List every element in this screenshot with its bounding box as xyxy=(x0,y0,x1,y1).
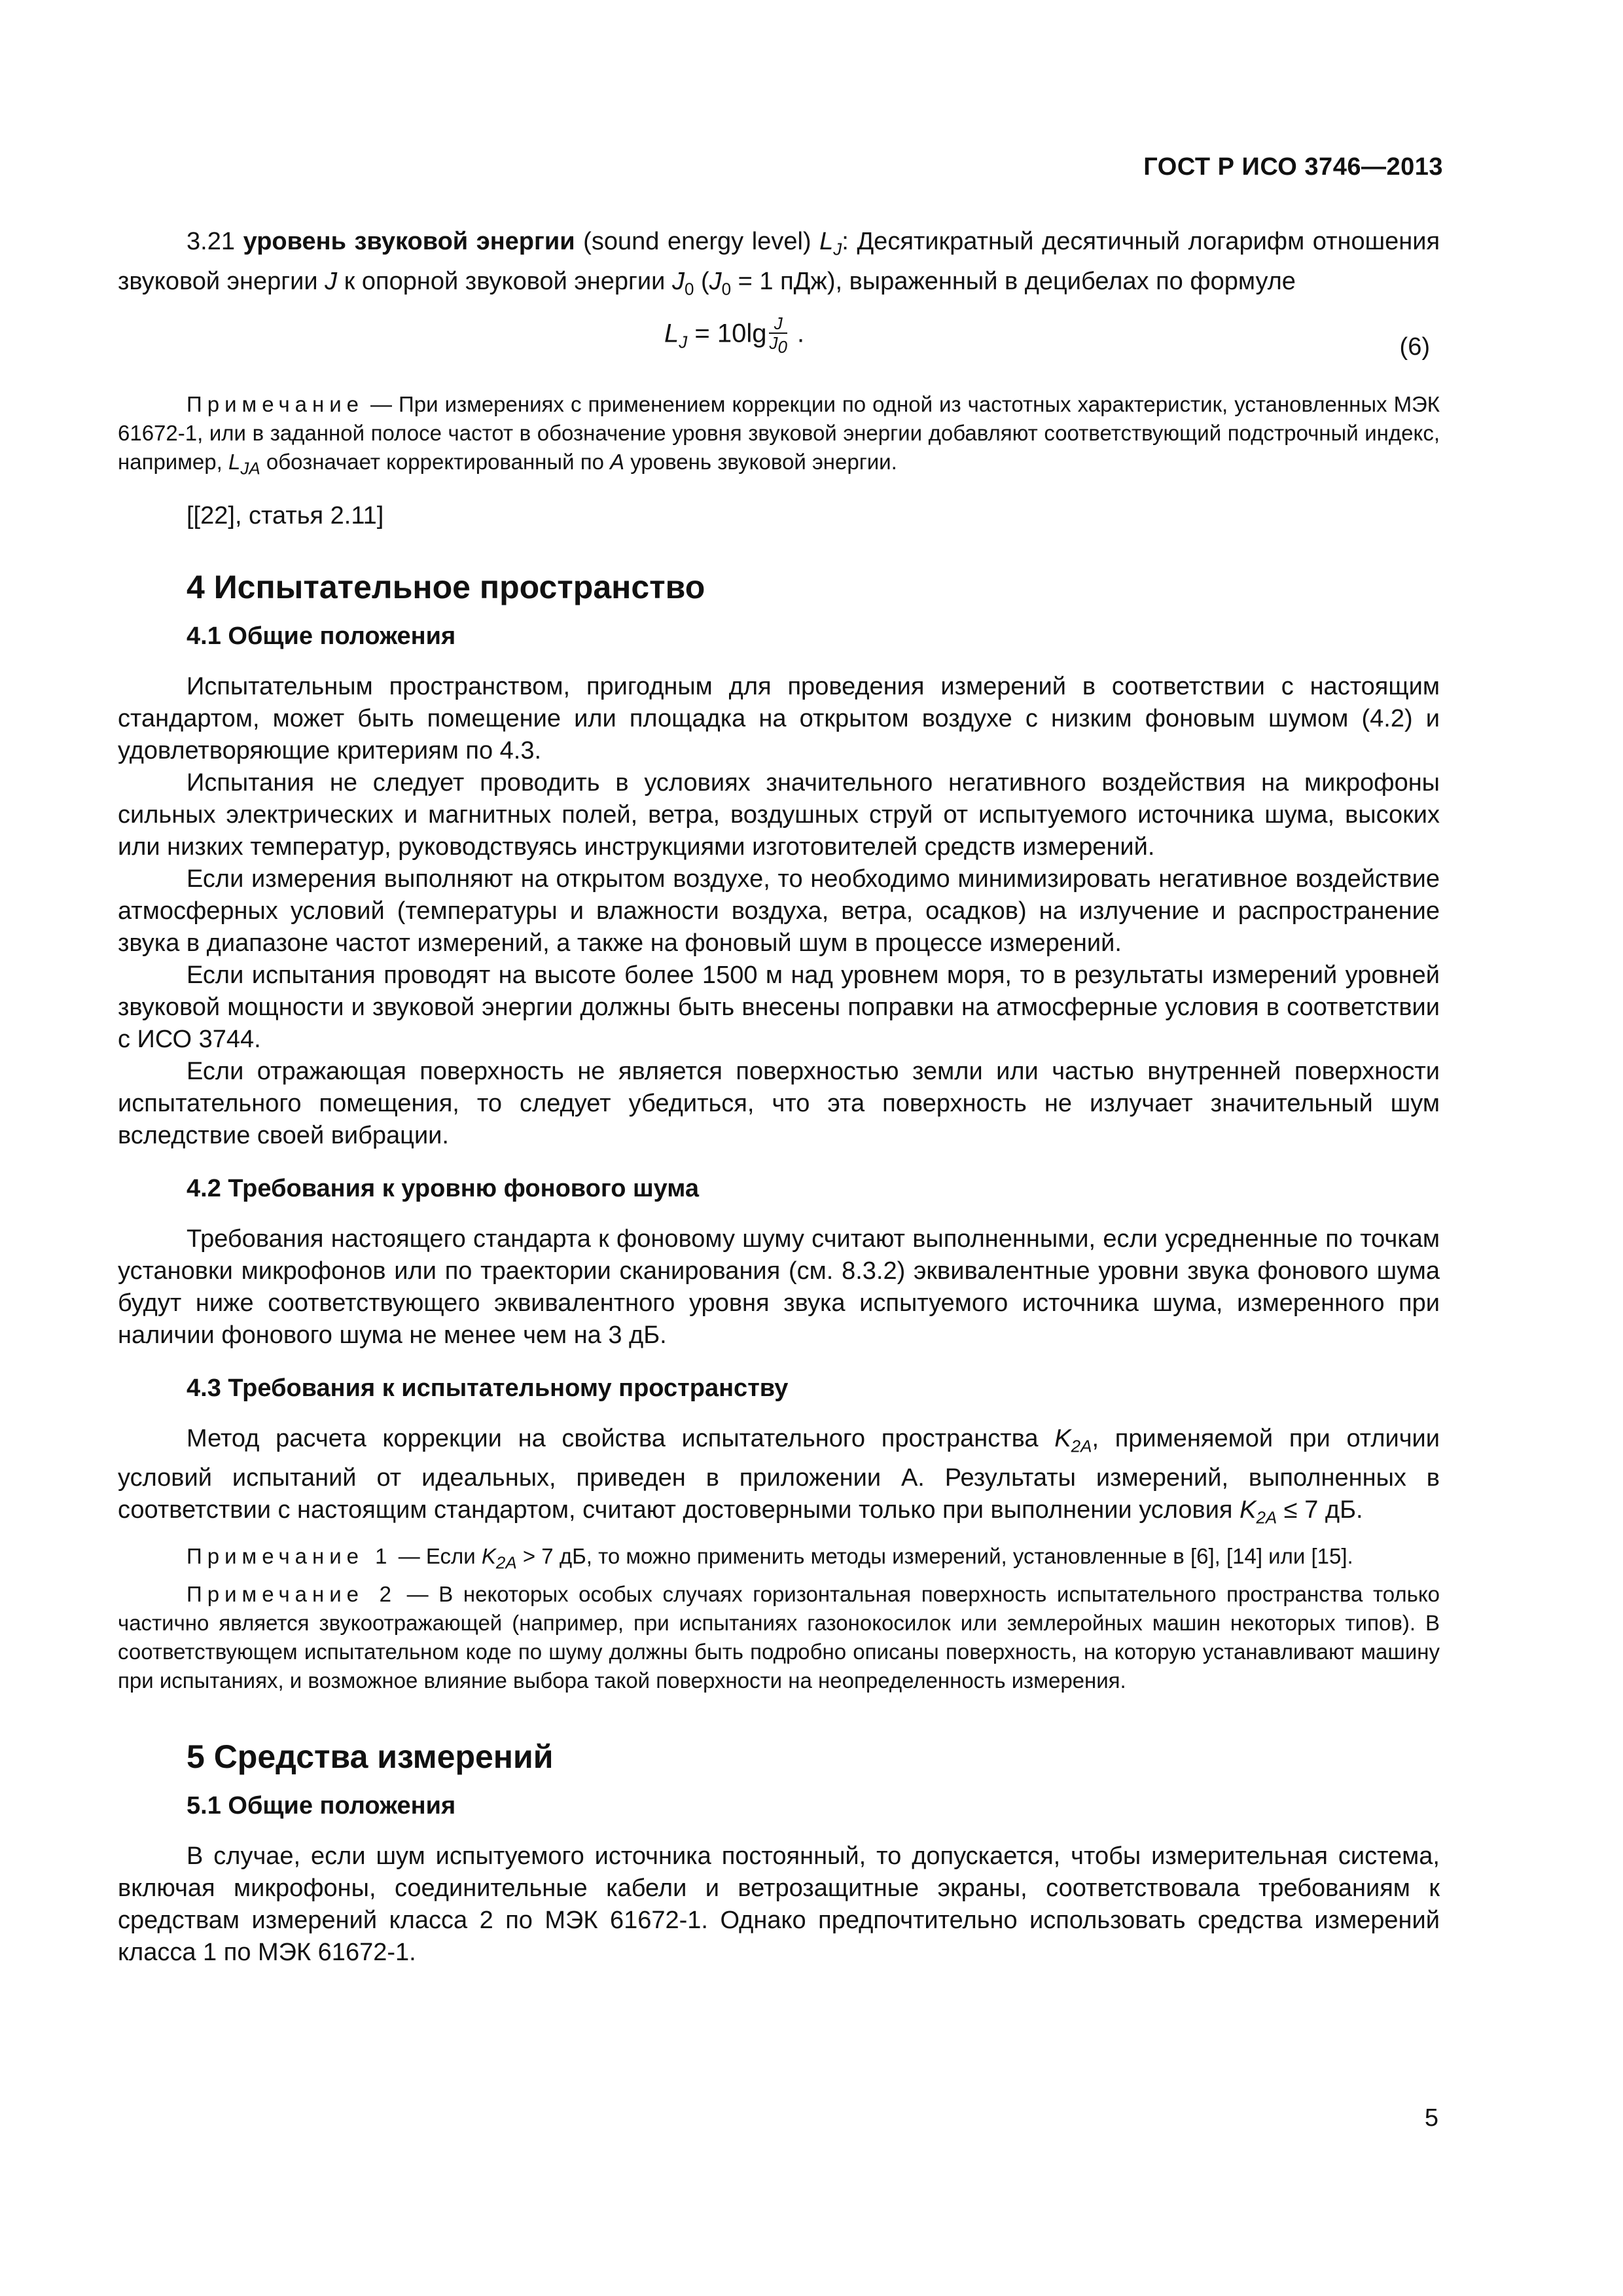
symbol: J xyxy=(671,267,685,295)
formula-end: . xyxy=(789,319,805,348)
section-4-1-title: 4.1 Общие положения xyxy=(187,622,456,650)
denominator-sub: 0 xyxy=(777,337,787,357)
note-3 xyxy=(118,1580,1440,1695)
symbol: K xyxy=(1054,1424,1071,1452)
paragraph: Требования настоящего стандарта к фоновому шуму считают выполненными, если усредненные по точкам установки микрофонов или по траектории сканирования (см. 8.3.2) эквивалентные уровни звука фонового шума будут ниже соответствующего эквивалентного уровня звука испытуемого источника шума, измеренного при наличии фонового шума не менее чем на 3 дБ. xyxy=(118,1225,1440,1349)
paragraph-k2a xyxy=(118,1423,1440,1534)
text: — В некоторых особых случаях горизонтальная поверхность испытательного пространства только частично является звукоотражающей (например, при испытаниях газонокосилок или землеройных машин некоторых типов). В соответствующем испытательном коде по шуму должны быть подробно описаны поверхность, на которую устанавливают машину при испытаниях, и возможное влияние выбора такой поверхности на неопределенность измерения. xyxy=(118,1581,1440,1693)
text: — Если xyxy=(392,1543,482,1568)
formula-lhs: L xyxy=(664,319,679,348)
symbol-sub: JA xyxy=(240,458,260,478)
symbol: J xyxy=(325,267,338,295)
text: , применяемой при отличии условий испытаний от идеальных, приведен в приложении А. Результаты измерений, выполненных в соответствии с настоящим стандартом, считают достоверными только при выполнении условия xyxy=(118,1424,1440,1524)
symbol-sub: 0 xyxy=(684,279,694,299)
text: ( xyxy=(694,267,709,295)
symbol: K xyxy=(481,1543,496,1568)
symbol: L xyxy=(228,450,241,475)
fraction-denominator xyxy=(769,334,787,356)
page-number: 5 xyxy=(1424,2104,1438,2132)
clause-number: 3.21 xyxy=(187,228,235,255)
formula-operator: = 10lg xyxy=(687,319,767,348)
document-body xyxy=(118,226,1440,1969)
section-4-3-title: 4.3 Требования к испытательному пространству xyxy=(187,1374,789,1402)
section-5-1-title: 5.1 Общие положения xyxy=(187,1791,456,1820)
section-5-title: 5 Средства измерений xyxy=(187,1738,554,1775)
section-4-2-title: 4.2 Требования к уровню фонового шума xyxy=(187,1174,700,1202)
symbol-sub: 2A xyxy=(1256,1507,1277,1528)
text: уровень звуковой энергии. xyxy=(624,450,897,475)
text: Метод расчета коррекции на свойства испытательного пространства xyxy=(187,1424,1055,1452)
standard-header: ГОСТ Р ИСО 3746—2013 xyxy=(1143,153,1443,181)
note-1 xyxy=(118,390,1440,483)
symbol-sub: 2A xyxy=(1071,1436,1092,1456)
note-label: Примечание 1 xyxy=(187,1543,393,1568)
paragraph: Если испытания проводят на высоте более 1500 м над уровнем моря, то в результаты измерений уровней звуковой мощности и звуковой энергии должны быть внесены поправки на атмосферные условия в соответствии с ИСО 3744. xyxy=(118,961,1440,1053)
symbol-sub: 2A xyxy=(495,1552,517,1573)
equation-number: (6) xyxy=(1399,333,1430,361)
text: ≤ 7 дБ. xyxy=(1277,1496,1363,1524)
formula-6 xyxy=(118,308,1440,378)
paragraph: Если отражающая поверхность не является поверхностью земли или частью внутренней поверхности испытательного помещения, то следует убедиться, что эта поверхность не излучает значительный шум вследствие своей вибрации. xyxy=(118,1057,1440,1149)
symbol: L xyxy=(819,228,834,255)
paragraph: Если измерения выполняют на открытом воздухе, то необходимо минимизировать негативное воздействие атмосферных условий (температуры и влажности воздуха, ветра, осадков) на излучение и распространение звука в диапазоне частот измерений, а также на фоновый шум в процессе измерений. xyxy=(118,865,1440,957)
paragraph: Испытания не следует проводить в условиях значительного негативного воздействия на микрофоны сильных электрических и магнитных полей, ветра, воздушных струй от испытуемого источника шума, высоких или низких температур, руководствуясь инструкциями изготовителей средств измерений. xyxy=(118,768,1440,861)
symbol: А xyxy=(610,450,625,475)
note-label: Примечание 2 xyxy=(187,1581,397,1606)
paragraph: Испытательным пространством, пригодным для проведения измерений в соответствии с настоящим стандартом, может быть помещение или площадка на открытом воздухе с низким фоновым шумом (4.2) и удовлетворяющие критериям по 4.3. xyxy=(118,672,1440,764)
definition-3-21 xyxy=(118,226,1440,305)
text: — При измерениях с применением коррекции по одной из частотных характеристик, установленных МЭК 61672-1, или в заданной полосе частот в обозначение уровня звуковой энергии добавляют соответствующий подстрочный индекс, например, xyxy=(118,392,1440,475)
formula-lhs-sub: J xyxy=(679,332,688,352)
denominator-symbol: J xyxy=(769,333,778,353)
section-4-title: 4 Испытательное пространство xyxy=(187,568,705,605)
source-reference: [[22], статья 2.11] xyxy=(187,501,384,529)
symbol: J xyxy=(709,267,722,295)
formula-expression xyxy=(664,314,804,359)
symbol-sub: 0 xyxy=(721,279,732,299)
symbol-sub: J xyxy=(833,239,842,259)
paragraph: В случае, если шум испытуемого источника постоянный, то допускается, чтобы измерительная система, включая микрофоны, соединительные кабели и ветрозащитные экраны, соответствовала требованиям к средствам измерений класса 2 по МЭК 61672-1. Однако предпочтительно использовать средства измерений класса 1 по МЭК 61672-1. xyxy=(118,1842,1440,1966)
defined-term: уровень звуковой энергии xyxy=(243,228,575,255)
note-2 xyxy=(118,1542,1440,1577)
text: обозначает корректированный по xyxy=(260,450,611,475)
fraction-numerator: J xyxy=(769,314,787,334)
text: (sound energy level) xyxy=(575,228,820,255)
text: : Десятикратный десятичный логарифм отношения звуковой энергии xyxy=(118,228,1440,295)
text: к опорной звуковой энергии xyxy=(337,267,672,295)
text: > 7 дБ, то можно применить методы измерений, установленные в [6], [14] или [15]. xyxy=(516,1543,1353,1568)
symbol: K xyxy=(1240,1496,1257,1524)
note-label: Примечание xyxy=(187,392,365,417)
formula-fraction xyxy=(769,314,787,356)
text: = 1 пДж), выраженный в децибелах по формуле xyxy=(731,267,1296,295)
